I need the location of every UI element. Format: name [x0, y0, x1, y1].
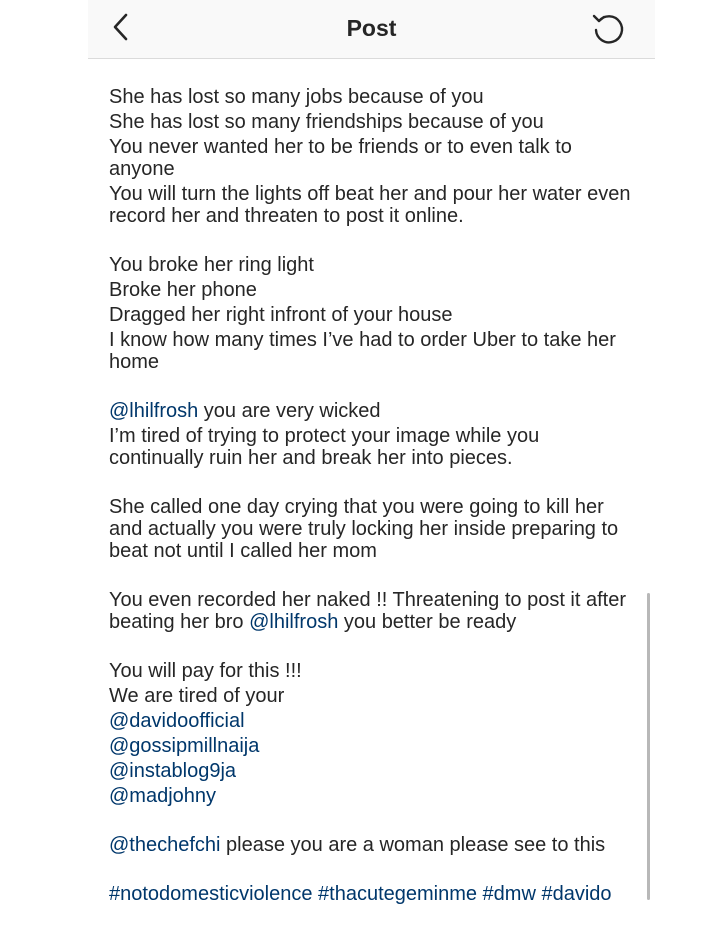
caption-line: You broke her ring light	[109, 254, 314, 276]
caption-paragraph	[109, 400, 639, 469]
caption-line: You will turn the lights off beat her and pour her water even record her and threaten to post it online.	[109, 183, 631, 227]
refresh-icon	[590, 10, 626, 46]
top-nav-bar	[88, 0, 655, 59]
caption-line: Dragged her right infront of your house	[109, 304, 453, 326]
caption-paragraph	[109, 883, 639, 905]
caption-line	[109, 400, 639, 422]
caption-line	[109, 589, 639, 633]
mention-link[interactable]: @madjohny	[109, 785, 217, 807]
caption-text: you better be ready	[338, 611, 517, 633]
caption-line: She has lost so many friendships because of you	[109, 111, 544, 133]
post-caption	[109, 86, 639, 932]
caption-text: you are very wicked	[198, 400, 381, 422]
caption-line: We are tired of your	[109, 685, 285, 707]
caption-line: Broke her phone	[109, 279, 257, 301]
scrollbar[interactable]	[647, 593, 650, 900]
mention-link[interactable]: @lhilfrosh	[109, 400, 199, 422]
caption-paragraph	[109, 660, 639, 807]
hashtag-links[interactable]: #notodomesticviolence #thacutegeminme #dmw #davido	[109, 883, 612, 905]
caption-line: You will pay for this !!!	[109, 660, 302, 682]
caption-text: please you are a woman please see to this	[220, 834, 606, 856]
caption-line: She called one day crying that you were going to kill her and actually you were truly locking her inside preparing to beat not until I called her mom	[109, 496, 619, 562]
mention-link[interactable]: @davidoofficial	[109, 710, 245, 732]
mention-link[interactable]: @instablog9ja	[109, 760, 237, 782]
mention-link[interactable]: @lhilfrosh	[249, 611, 339, 633]
caption-line: You never wanted her to be friends or to even talk to anyone	[109, 136, 572, 180]
mention-link[interactable]: @thechefchi	[109, 834, 221, 856]
caption-line: I’m tired of trying to protect your image while you continually ruin her and break her into pieces.	[109, 425, 540, 469]
caption-text: You even recorded her naked !! Threatening to post it after beating her bro	[109, 589, 627, 633]
caption-paragraph	[109, 496, 639, 562]
caption-paragraph	[109, 254, 639, 373]
caption-paragraph	[109, 834, 639, 856]
caption-paragraph	[109, 86, 639, 227]
caption-paragraph	[109, 589, 639, 633]
mention-link[interactable]: @gossipmillnaija	[109, 735, 260, 757]
page-title: Post	[346, 15, 397, 41]
refresh-button[interactable]	[590, 10, 626, 46]
caption-line: She has lost so many jobs because of you	[109, 86, 484, 108]
caption-line: I know how many times I’ve had to order Uber to take her home	[109, 329, 616, 373]
caption-line	[109, 834, 639, 856]
